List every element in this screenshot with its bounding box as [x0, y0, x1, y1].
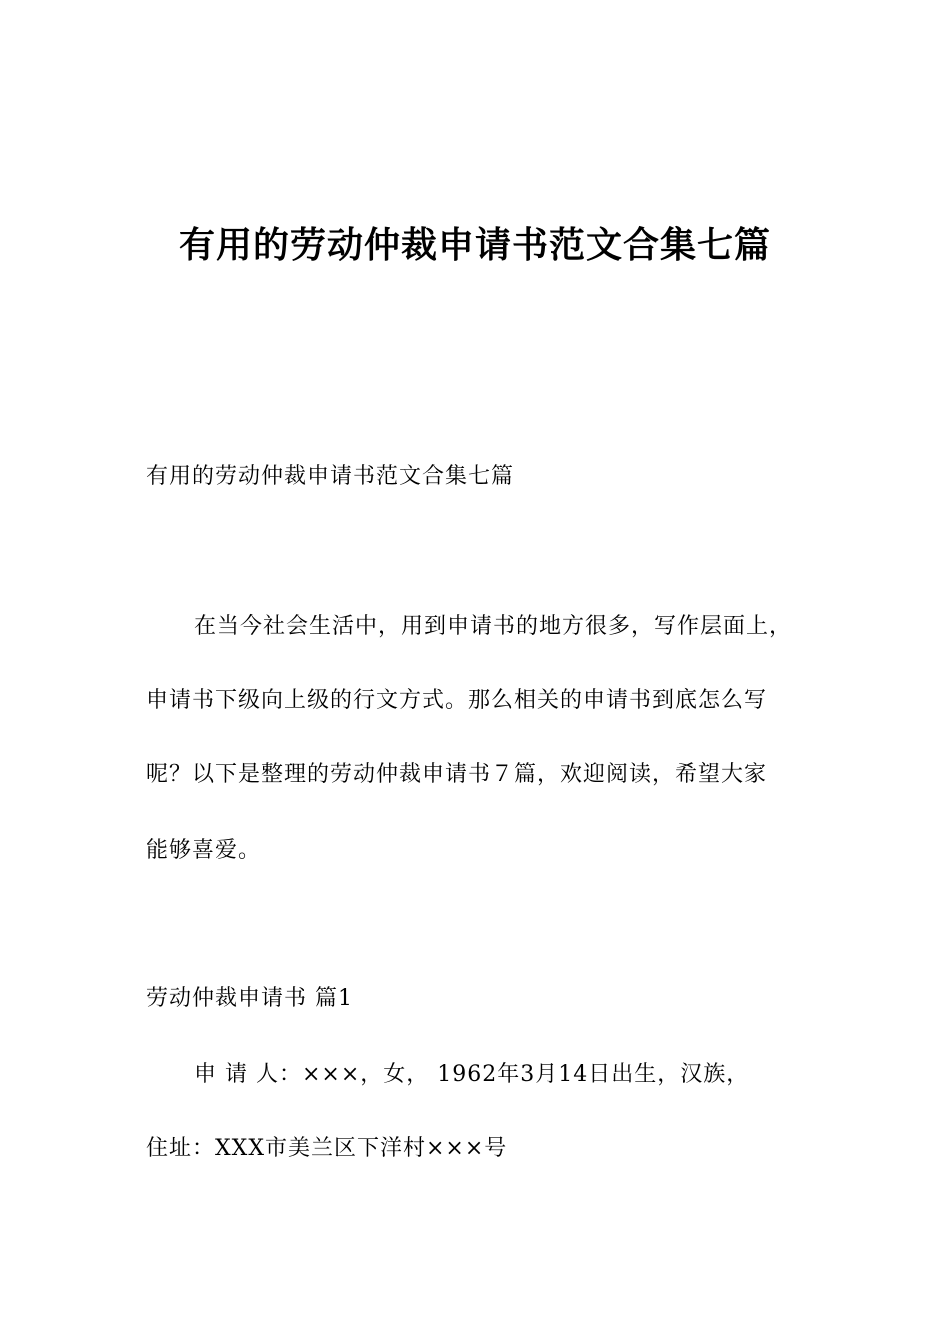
applicant-info-line: 住址：XXX市美兰区下洋村×××号 — [146, 1136, 508, 1161]
document-subtitle: 有用的劳动仲裁申请书范文合集七篇 — [146, 464, 515, 489]
intro-paragraph-line: 能够喜爱。 — [146, 838, 262, 863]
intro-paragraph-line: 在当今社会生活中，用到申请书的地方很多，写作层面上， — [194, 614, 793, 639]
document-title: 有用的劳动仲裁申请书范文合集七篇 — [178, 225, 771, 266]
intro-paragraph-line: 呢？以下是整理的劳动仲裁申请书７篇，欢迎阅读，希望大家 — [146, 762, 768, 787]
intro-paragraph-line: 申请书下级向上级的行文方式。那么相关的申请书到底怎么写 — [146, 688, 768, 713]
applicant-info-line: 申 请 人：×××，女， 1962年3月14日出生，汉族， — [194, 1062, 750, 1087]
section-heading: 劳动仲裁申请书 篇1 — [146, 986, 353, 1011]
